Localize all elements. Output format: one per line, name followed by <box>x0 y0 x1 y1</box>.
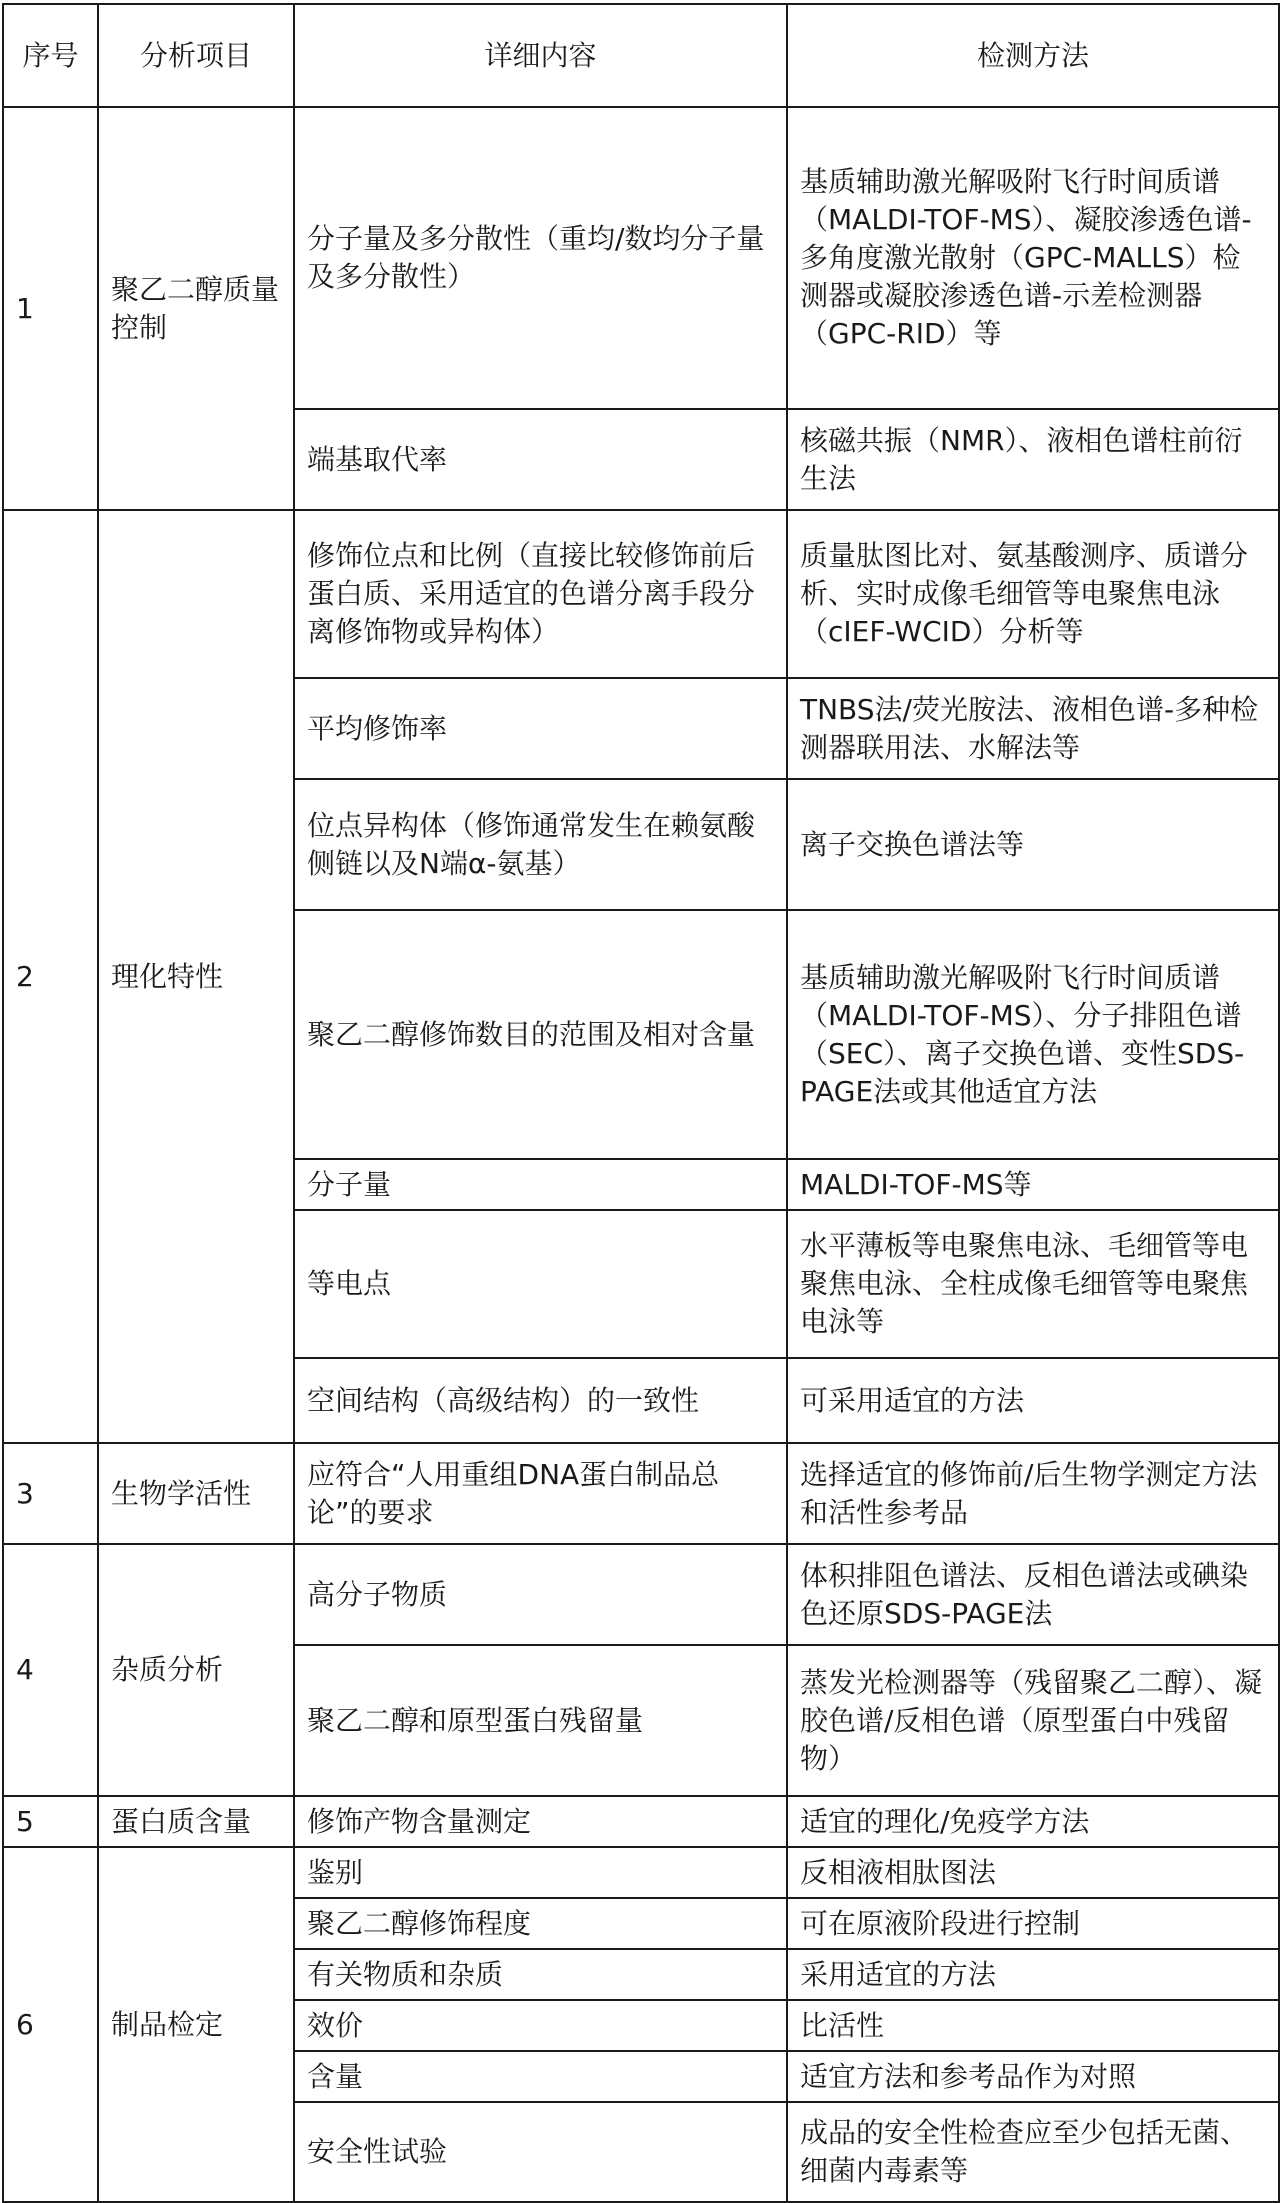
detail-cell: 聚乙二醇修饰数目的范围及相对含量 <box>294 910 787 1159</box>
detail-cell: 高分子物质 <box>294 1544 787 1645</box>
detail-cell: 聚乙二醇和原型蛋白残留量 <box>294 1645 787 1796</box>
detail-cell: 含量 <box>294 2051 787 2102</box>
method-cell: 基质辅助激光解吸附飞行时间质谱（MALDI-TOF-MS）、分子排阻色谱（SEC）、离子交换色谱、变性SDS-PAGE法或其他适宜方法 <box>787 910 1279 1159</box>
detail-cell: 端基取代率 <box>294 409 787 510</box>
table-row <box>3 1443 1279 1544</box>
seq-cell: 3 <box>3 1443 98 1544</box>
seq-cell: 2 <box>3 510 98 1443</box>
table-row <box>3 1796 1279 1847</box>
method-cell: 蒸发光检测器等（残留聚乙二醇）、凝胶色谱/反相色谱（原型蛋白中残留物） <box>787 1645 1279 1796</box>
header-item: 分析项目 <box>98 4 294 107</box>
method-cell: 离子交换色谱法等 <box>787 779 1279 910</box>
detail-cell: 空间结构（高级结构）的一致性 <box>294 1358 787 1443</box>
method-cell: 成品的安全性检查应至少包括无菌、细菌内毒素等 <box>787 2102 1279 2202</box>
method-cell: 选择适宜的修饰前/后生物学测定方法和活性参考品 <box>787 1443 1279 1544</box>
item-cell: 聚乙二醇质量控制 <box>98 107 294 510</box>
method-cell: 比活性 <box>787 2000 1279 2051</box>
method-cell: 适宜的理化/免疫学方法 <box>787 1796 1279 1847</box>
header-row <box>3 4 1279 107</box>
seq-cell: 5 <box>3 1796 98 1847</box>
method-cell: 质量肽图比对、氨基酸测序、质谱分析、实时成像毛细管等电聚焦电泳（cIEF-WCID）分析等 <box>787 510 1279 678</box>
detail-cell: 效价 <box>294 2000 787 2051</box>
method-cell: 可采用适宜的方法 <box>787 1358 1279 1443</box>
seq-cell: 4 <box>3 1544 98 1796</box>
item-cell: 制品检定 <box>98 1847 294 2202</box>
item-cell: 生物学活性 <box>98 1443 294 1544</box>
detail-cell: 有关物质和杂质 <box>294 1949 787 2000</box>
method-cell: 基质辅助激光解吸附飞行时间质谱（MALDI-TOF-MS）、凝胶渗透色谱-多角度激光散射（GPC-MALLS）检测器或凝胶渗透色谱-示差检测器（GPC-RID）等 <box>787 107 1279 409</box>
detail-cell: 平均修饰率 <box>294 678 787 779</box>
method-cell: 反相液相肽图法 <box>787 1847 1279 1898</box>
detail-cell: 应符合“人用重组DNA蛋白制品总论”的要求 <box>294 1443 787 1544</box>
detail-cell: 鉴别 <box>294 1847 787 1898</box>
seq-cell: 1 <box>3 107 98 510</box>
item-cell: 理化特性 <box>98 510 294 1443</box>
table-row <box>3 510 1279 678</box>
detail-cell: 等电点 <box>294 1210 787 1358</box>
method-cell: 采用适宜的方法 <box>787 1949 1279 2000</box>
method-cell: 可在原液阶段进行控制 <box>787 1898 1279 1949</box>
method-cell: 核磁共振（NMR）、液相色谱柱前衍生法 <box>787 409 1279 510</box>
detail-cell: 位点异构体（修饰通常发生在赖氨酸侧链以及N端α-氨基） <box>294 779 787 910</box>
table-row <box>3 1544 1279 1645</box>
item-cell: 杂质分析 <box>98 1544 294 1796</box>
detail-cell: 修饰位点和比例（直接比较修饰前后蛋白质、采用适宜的色谱分离手段分离修饰物或异构体） <box>294 510 787 678</box>
detail-cell: 分子量 <box>294 1159 787 1210</box>
table-row <box>3 1847 1279 1898</box>
item-cell: 蛋白质含量 <box>98 1796 294 1847</box>
method-cell: MALDI-TOF-MS等 <box>787 1159 1279 1210</box>
method-cell: 体积排阻色谱法、反相色谱法或碘染色还原SDS-PAGE法 <box>787 1544 1279 1645</box>
detail-cell: 分子量及多分散性（重均/数均分子量及多分散性） <box>294 107 787 409</box>
detail-cell: 聚乙二醇修饰程度 <box>294 1898 787 1949</box>
detail-cell: 安全性试验 <box>294 2102 787 2202</box>
method-cell: 适宜方法和参考品作为对照 <box>787 2051 1279 2102</box>
header-seq: 序号 <box>3 4 98 107</box>
method-cell: TNBS法/荧光胺法、液相色谱-多种检测器联用法、水解法等 <box>787 678 1279 779</box>
table-row <box>3 107 1279 409</box>
analysis-table <box>2 3 1280 2203</box>
method-cell: 水平薄板等电聚焦电泳、毛细管等电聚焦电泳、全柱成像毛细管等电聚焦电泳等 <box>787 1210 1279 1358</box>
detail-cell: 修饰产物含量测定 <box>294 1796 787 1847</box>
seq-cell: 6 <box>3 1847 98 2202</box>
header-method: 检测方法 <box>787 4 1279 107</box>
header-detail: 详细内容 <box>294 4 787 107</box>
